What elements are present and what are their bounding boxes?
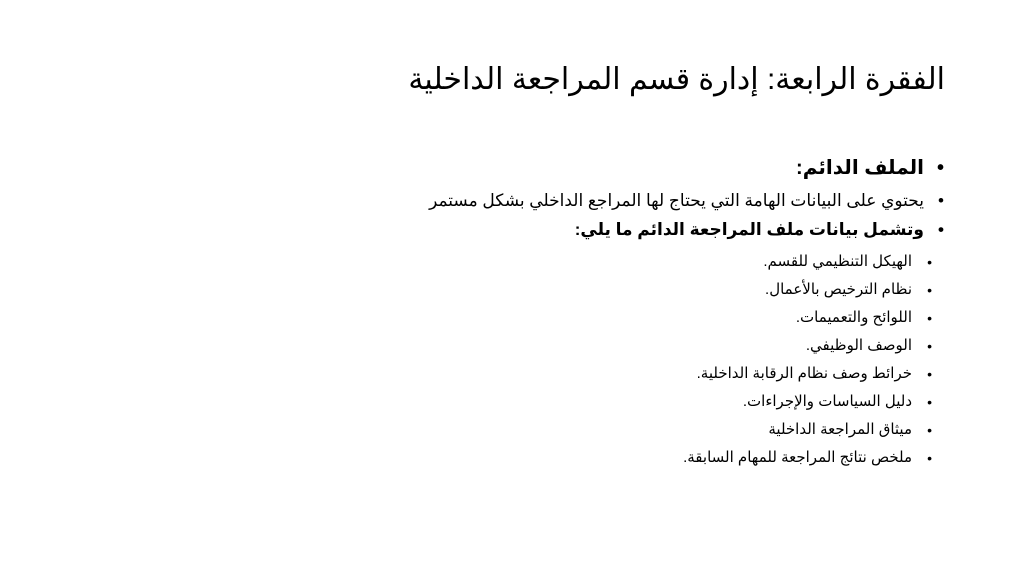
list-item — [244, 304, 944, 332]
bullet-icon: • — [927, 254, 932, 270]
list-item-text: الهيكل التنظيمي للقسم. — [763, 253, 912, 270]
bullet-icon: • — [936, 157, 944, 179]
point-includes — [244, 215, 944, 244]
point-text: وتشمل بيانات ملف المراجعة الدائم ما يلي: — [574, 220, 924, 239]
list-item-text: الوصف الوظيفي. — [805, 337, 912, 354]
list-item-text: خرائط وصف نظام الرقابة الداخلية. — [696, 365, 912, 382]
list-item-text: ميثاق المراجعة الداخلية — [768, 421, 912, 438]
list-item — [244, 276, 944, 304]
bullet-icon: • — [927, 450, 932, 466]
list-item — [244, 360, 944, 388]
list-item — [244, 332, 944, 360]
slide-title: الفقرة الرابعة: إدارة قسم المراجعة الداخلية — [408, 63, 945, 96]
items-list — [244, 248, 944, 472]
list-item — [244, 388, 944, 416]
bullet-icon: • — [927, 310, 932, 326]
bullet-icon: • — [927, 282, 932, 298]
section-heading — [244, 150, 944, 186]
bullet-icon: • — [938, 220, 944, 239]
bullet-icon: • — [938, 191, 944, 210]
list-item-text: دليل السياسات والإجراءات. — [742, 393, 912, 410]
bullet-icon: • — [927, 366, 932, 382]
point-description — [244, 186, 944, 215]
list-item — [244, 248, 944, 276]
list-item-text: ملخص نتائج المراجعة للمهام السابقة. — [683, 449, 912, 466]
list-item — [244, 416, 944, 444]
section-heading-text: الملف الدائم: — [796, 157, 924, 179]
list-item-text: اللوائح والتعميمات. — [795, 309, 912, 326]
bullet-icon: • — [927, 338, 932, 354]
bullet-icon: • — [927, 394, 932, 410]
bullet-icon: • — [927, 422, 932, 438]
list-item — [244, 444, 944, 472]
point-text: يحتوي على البيانات الهامة التي يحتاج لها المراجع الداخلي بشكل مستمر — [429, 191, 924, 210]
slide-content — [244, 150, 944, 472]
list-item-text: نظام الترخيص بالأعمال. — [765, 281, 912, 298]
